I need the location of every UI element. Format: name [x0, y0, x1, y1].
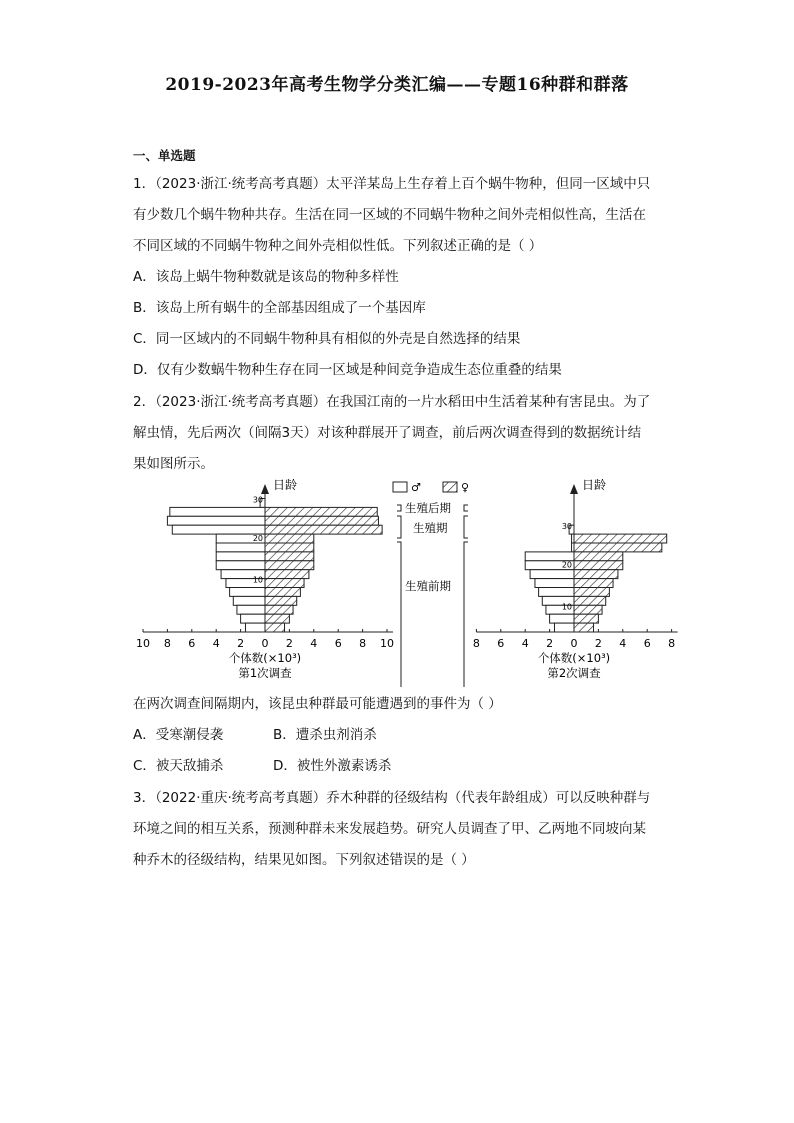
bar-female — [265, 561, 314, 570]
q2-question: 在两次调查间隔期内，该昆虫种群最可能遭遇到的事件为（ ） — [133, 696, 502, 712]
x-tick-label: 2 — [594, 637, 602, 650]
bar-female — [574, 534, 667, 543]
q2-line: 解虫情，先后两次（间隔3天）对该种群展开了调查，前后两次调查得到的数据统计结 — [133, 425, 642, 441]
bar-male — [233, 596, 265, 605]
stage-label-pre: 生殖前期 — [405, 579, 451, 593]
q2-option-a: A．受寒潮侵袭 — [133, 727, 224, 743]
bar-male — [554, 623, 574, 632]
bar-male — [241, 614, 265, 623]
bar-male — [245, 623, 265, 632]
bar-male — [539, 588, 574, 597]
bar-female — [265, 596, 297, 605]
pyramid-chart-2 — [473, 477, 678, 680]
bar-female — [574, 596, 606, 605]
age-pyramid-figure — [0, 472, 794, 687]
q1-line: 1．（2023·浙江·统考高考真题）太平洋某岛上生存着上百个蜗牛物种，但同一区域中只 — [133, 176, 651, 192]
bar-female — [265, 525, 382, 534]
bar-male — [535, 579, 574, 588]
bar-male — [530, 570, 574, 579]
bar-female — [265, 588, 300, 597]
q2-option-d: D．被性外激素诱杀 — [273, 758, 392, 774]
q1-option-d: D．仅有少数蜗牛物种生存在同一区域是种间竞争造成生态位重叠的结果 — [133, 362, 562, 378]
q1-line: 有少数几个蜗牛物种共存。生活在同一区域的不同蜗牛物种之间外壳相似性高，生活在 — [133, 207, 646, 223]
x-tick-label: 0 — [261, 637, 269, 650]
q1-option-b: B．该岛上所有蜗牛的全部基因组成了一个基因库 — [133, 300, 426, 316]
bar-female — [265, 552, 314, 561]
section-heading: 一、单选题 — [133, 148, 196, 163]
x-tick-label: 2 — [546, 637, 554, 650]
bar-female — [265, 605, 293, 614]
bar-male — [550, 614, 574, 623]
bar-female — [265, 516, 378, 525]
bar-male — [230, 588, 265, 597]
legend-male-swatch — [393, 482, 407, 492]
bar-female — [265, 543, 314, 552]
x-tick-label: 6 — [643, 637, 651, 650]
stage-label-post: 生殖后期 — [405, 501, 451, 515]
x-tick-label: 0 — [570, 637, 578, 650]
stage-label-reproductive: 生殖期 — [413, 521, 448, 535]
bar-female — [574, 552, 623, 561]
q2-line: 2．（2023·浙江·统考高考真题）在我国江南的一片水稻田中生活着某种有害昆虫。为了 — [133, 394, 651, 410]
bar-male — [525, 552, 574, 561]
pyramid-chart-1 — [136, 477, 394, 680]
y-axis-label: 日龄 — [582, 478, 607, 492]
q2-option-b: B．遭杀虫剂消杀 — [273, 727, 377, 743]
y-tick-label: 20 — [252, 533, 263, 543]
y-tick-label: 20 — [561, 560, 572, 570]
y-axis-arrow — [570, 484, 578, 494]
x-tick-label: 6 — [334, 637, 342, 650]
bar-male — [216, 561, 265, 570]
bar-male — [237, 605, 265, 614]
bar-male — [216, 552, 265, 561]
x-tick-label: 4 — [212, 637, 220, 650]
y-axis-label: 日龄 — [273, 478, 298, 492]
q3-line: 3．（2022·重庆·统考高考真题）乔木种群的径级结构（代表年龄组成）可以反映种群与 — [133, 790, 651, 806]
x-tick-label: 6 — [188, 637, 196, 650]
q1-option-a: A．该岛上蜗牛物种数就是该岛的物种多样性 — [133, 269, 399, 285]
bar-female — [265, 623, 285, 632]
bar-female — [265, 614, 289, 623]
q3-line: 环境之间的相互关系，预测种群未来发展趋势。研究人员调查了甲、乙两地不同坡向某 — [133, 821, 646, 837]
x-tick-label: 8 — [163, 637, 171, 650]
y-tick-label: 10 — [252, 575, 263, 585]
q2-option-c: C．被天敌捕杀 — [133, 758, 224, 774]
x-tick-label: 2 — [237, 637, 245, 650]
chart-legend — [393, 481, 469, 494]
legend-female-swatch — [443, 482, 457, 492]
bar-male — [216, 543, 265, 552]
y-tick-label: 30 — [252, 495, 263, 505]
bar-female — [265, 507, 377, 516]
bar-female — [265, 570, 309, 579]
x-axis-label: 个体数(×10³) — [537, 651, 611, 665]
bar-female — [574, 570, 618, 579]
bar-female — [574, 561, 623, 570]
chart-title: 第1次调查 — [238, 666, 292, 680]
bar-female — [574, 579, 613, 588]
q1-option-c: C．同一区域内的不同蜗牛物种具有相似的外壳是自然选择的结果 — [133, 331, 521, 347]
bar-male — [170, 507, 265, 516]
x-tick-label: 2 — [285, 637, 293, 650]
x-axis-label: 个体数(×10³) — [228, 651, 302, 665]
y-tick-label: 30 — [561, 522, 572, 532]
bar-male — [167, 516, 265, 525]
x-tick-label: 8 — [359, 637, 367, 650]
chart-title: 第2次调查 — [547, 666, 601, 680]
legend-female-label: ♀ — [461, 481, 470, 494]
q2-line: 果如图所示。 — [133, 456, 214, 472]
bar-female — [265, 534, 314, 543]
x-tick-label: 6 — [497, 637, 505, 650]
y-tick-label: 10 — [561, 602, 572, 612]
bar-female — [574, 605, 602, 614]
legend-male-label: ♂ — [411, 481, 421, 494]
bar-female — [574, 543, 662, 552]
x-tick-label: 10 — [380, 637, 394, 650]
x-tick-label: 8 — [668, 637, 676, 650]
x-tick-label: 4 — [310, 637, 318, 650]
x-tick-label: 4 — [619, 637, 627, 650]
q3-line: 种乔木的径级结构，结果见如图。下列叙述错误的是（ ） — [133, 852, 475, 868]
bar-female — [265, 579, 304, 588]
bar-male — [172, 525, 265, 534]
y-axis-arrow — [261, 484, 269, 494]
x-tick-label: 10 — [136, 637, 150, 650]
x-tick-label: 4 — [521, 637, 529, 650]
bar-female — [574, 588, 609, 597]
bar-female — [574, 623, 594, 632]
q1-line: 不同区域的不同蜗牛物种之间外壳相似性低。下列叙述正确的是（ ） — [133, 238, 543, 254]
bar-female — [574, 614, 598, 623]
page-title: 2019-2023年高考生物学分类汇编——专题16种群和群落 — [165, 75, 629, 95]
x-tick-label: 8 — [472, 637, 480, 650]
